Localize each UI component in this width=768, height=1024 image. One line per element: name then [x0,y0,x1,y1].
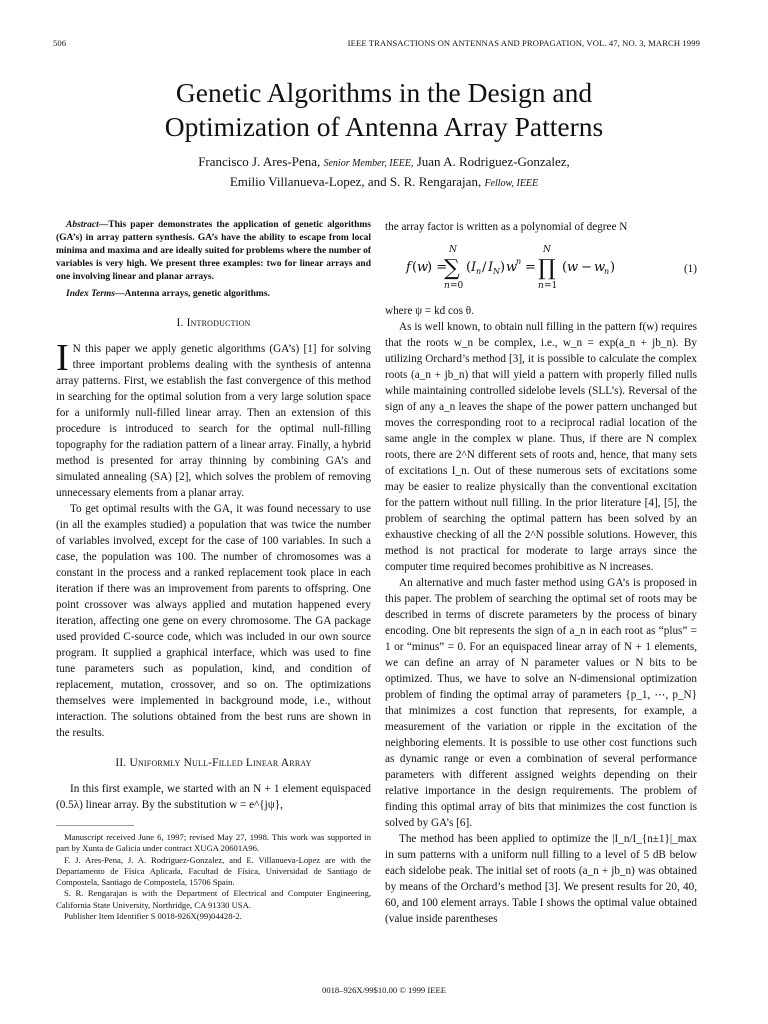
section-2-paragraph-1: In this first example, we started with an N + 1 element equispaced (0.5λ) linear array. By the substitution w = e^{jψ}, [56,783,371,811]
svg-text:=1: =1 [544,281,558,291]
author-1: Francisco J. Ares-Pena, [198,154,321,169]
title-line-1: Genetic Algorithms in the Design and [175,77,593,108]
page-number: 506 [53,38,67,48]
svg-text:w: w [506,260,518,275]
intro-paragraph-2: To get optimal results with the GA, it was found necessary to use (in all the examples studied) a population that was twice the number of variables involved, except for the case of 100 variables. In such a case, the population was 100. The number of chromosomes was a constant in the process and a ranked replacement took place in each iteration if there was an improvement from parents to offspring. One point crossover was always applied and mutation happened every iteration, affecting one gene on every chromosome. The GA package used provided C-source code, which was included in our own source program. It supplied a graphical interface, which was used to fine tune parameters such as population, kind, and condition of replacement, mutation, crossover, and so on. The optimizations themselves were implemented in background mode, i.e., without interaction. The solutions obtained from the best runs are shown in the results. [56,503,371,739]
svg-text:w: w [417,260,429,275]
array-factor-intro: the array factor is written as a polynomial of degree N [385,221,628,233]
journal-header: IEEE TRANSACTIONS ON ANTENNAS AND PROPAGATION, VOL. 47, NO. 3, MARCH 1999 [347,38,700,48]
svg-text:I: I [488,260,494,275]
index-terms-lead: Index Terms— [66,289,125,299]
author-3: Emilio Villanueva-Lopez, and S. R. Rengarajan, [229,174,482,189]
section-2-numeral: II. [115,757,127,769]
right-paragraph-2: An alternative and much faster method using GA’s is proposed in this paper. The problem of searching the optimal set of roots may be described in terms of discrete parameters by the process of binary encoding. One bit represents the sign of a_n in each root as “plus” = 1 or “minus” = 0. For an equispaced linear array of N + 1 elements, we can define an array of N parameter values or N bits to be optimized. Thus, we have to solve an N-dimensional optimization problem of finding the optimal array of parameters {p_1, ⋯, p_N} that minimizes a cost function that represents, for example, a measurement of the variation or ripple in the excitation of the neighboring elements. It is possible to use other cost functions such as dynamic range or even a combination of several performance parameters with different assigned weights depending on their relative importance in the design requirements. The problem of finding this optimal array of bits that minimizes the cost function is solved by GA’s [6]. [385,577,697,829]
svg-text:/: / [482,260,487,275]
footnotes [56,832,371,922]
section-heading-2 [56,755,371,771]
svg-text:n: n [538,281,544,291]
svg-text:): ) [500,260,506,275]
svg-text:w: w [567,260,579,275]
abstract [56,219,371,284]
intro-paragraph-1-text: N this paper we apply genetic algorithms (GA’s) [1] for solving three important problems dealing with the synthesis of antenna array patterns. First, we establish the fast convergence of this method in searching for the optimal solution from a very large solution space for a uniformly null-filled linear array. Then an extension of this procedure is introduced to search for the optimal null-filling topography for the radiation pattern of a linear array. Finally, a hybrid method is presented for array thinning by combining GA’s and simulated annealing (SA) [2], which solves the problem of removing unnecessary elements from a planar array. [56,343,371,499]
author-2: Juan A. Rodriguez-Gonzalez, [416,154,570,169]
svg-text:∏: ∏ [538,256,556,281]
svg-text:n: n [516,257,522,266]
equation-1 [385,241,697,297]
svg-text:w: w [594,260,606,275]
svg-text:) =: ) = [427,260,448,275]
svg-text:=: = [525,260,536,275]
svg-text:N: N [493,267,500,276]
title-line-2: Optimization of Antenna Array Patterns [164,111,604,142]
svg-text:N: N [543,245,551,255]
index-terms [56,288,371,301]
index-terms-text: Antenna arrays, genetic algorithms. [124,289,270,299]
footnote-3: S. R. Rengarajan is with the Department of Electrical and Computer Engineering, California State University, Northridge, CA 91330 USA. [56,888,371,910]
svg-text:f: f [406,260,411,275]
author-list [60,153,708,193]
footnote-1: Manuscript received June 6, 1997; revised May 27, 1998. This work was supported in part by Xunta de Galicia under contract XUGA 20601A96. [56,832,371,854]
svg-text:(: ( [412,260,418,275]
right-paragraph-3: The method has been applied to optimize the |I_n/I_{n±1}|_max in sum patterns with a uniform null filling to a level of 5 dB below each sidelobe peak. The initial set of roots (a_n + jb_n) was obtained by means of the Orchard’s method [3]. We present results for 20, 40, 60, and 100 element arrays. Table I shows the optimal value obtained (value inside parentheses [385,833,697,925]
right-paragraph-1: As is well known, to obtain null filling in the pattern f(w) requires that the roots w_n be complex, i.e., w_n = exp(a_n + jb_n). By utilizing Orchard’s method [3], it is possible to calculate the complex roots (a_n + jb_n) that will yield a pattern with properly filled nulls while maintaining controlled sidelobe levels (SLL’s). Reversal of the sign of any a_n leaves the shape of the power pattern unchanged but moves the corresponding root to a reciprocal radial location of the same angle in the complex w plane. Thus, if there are N complex roots, there are 2^N different sets of roots and, hence, that many sets of excitations I_n. Out of these numerous sets of excitations some may be easier to realize physically than the conventional excitation for the pattern without null filling. In the prior literature [4], [5], the problem of searching the optimal pattern has been solved by an exhaustive checking of all the 2^N possible solutions. However, this method is not practical for moderate to large arrays since the computer time required becomes prohibitive as N increases. [385,321,697,573]
drop-cap: I [56,337,69,379]
author-1-role: Senior Member, IEEE, [323,158,414,169]
footnote-4: Publisher Item Identifier S 0018-926X(99)04428-2. [64,911,242,922]
footnote-rule [56,825,134,826]
section-2-title: Uniformly Null-Filled Linear Array [129,757,312,769]
svg-text:∑: ∑ [444,256,460,281]
svg-text:I: I [471,260,477,275]
abstract-lead: Abstract— [66,220,109,230]
section-1-title: Introduction [186,317,251,329]
paper-title [60,76,708,144]
section-1-numeral: I. [176,317,184,329]
section-heading-1 [56,315,371,331]
svg-text:(: ( [562,260,568,275]
svg-text:=0: =0 [450,281,464,291]
svg-text:): ) [610,260,616,275]
intro-paragraph-1 [56,337,371,501]
svg-text:(: ( [466,260,472,275]
copyright-footer: 0018–926X/99$10.00 © 1999 IEEE [322,985,446,995]
equation-1-body [385,240,673,298]
equation-1-number: (1) [683,263,697,275]
equation-1-formula [404,240,654,294]
left-column [56,219,371,922]
svg-text:n: n [604,267,610,276]
svg-text:−: − [581,260,592,275]
right-column [385,219,697,927]
svg-text:N: N [449,245,457,255]
abstract-text: This paper demonstrates the application of genetic algorithms (GA’s) in array pattern synthesis. GA’s have the ability to escape from local minima and maxima and are ideally suited for problems where the number of variables is very high. We present three examples: two for linear arrays and one involving linear and planar arrays. [56,220,371,282]
svg-text:n: n [444,281,450,291]
footnote-2: F. J. Ares-Pena, J. A. Rodriguez-Gonzalez, and E. Villanueva-Lopez are with the Departamento de Física Aplicada, Facultad de Física, Universidad de Santiago de Compostela, Santiago de Compostela, 15706 Spain. [56,854,371,888]
author-3-role: Fellow, IEEE [484,178,539,189]
svg-text:n: n [476,267,482,276]
where-clause: where ψ = kd cos θ. [385,305,474,317]
